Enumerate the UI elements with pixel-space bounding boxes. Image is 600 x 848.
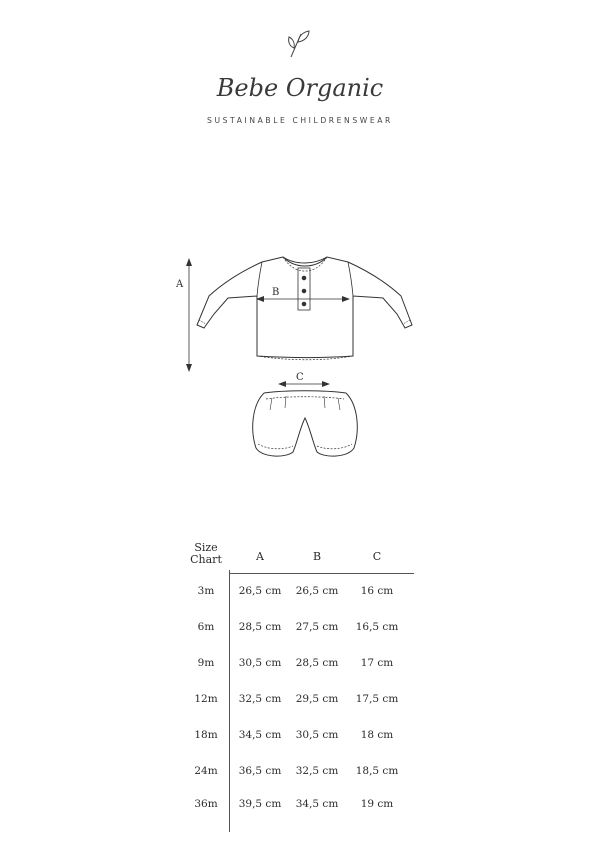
size-cell: 24m	[194, 765, 218, 777]
a-cell: 26,5 cm	[238, 585, 282, 597]
table-row	[186, 693, 416, 709]
c-cell: 16,5 cm	[355, 621, 399, 633]
a-cell: 39,5 cm	[238, 798, 282, 810]
dimension-c-label: C	[296, 372, 304, 383]
size-cell: 6m	[197, 621, 215, 633]
table-row	[186, 585, 416, 601]
dimension-b	[256, 296, 350, 302]
a-cell: 32,5 cm	[238, 693, 282, 705]
dimension-a	[186, 258, 192, 372]
size-cell: 12m	[194, 693, 218, 705]
c-cell: 17,5 cm	[355, 693, 399, 705]
a-cell: 36,5 cm	[238, 765, 282, 777]
table-row	[186, 729, 416, 745]
b-cell: 30,5 cm	[295, 729, 339, 741]
a-cell: 28,5 cm	[238, 621, 282, 633]
c-cell: 18 cm	[360, 729, 394, 741]
b-cell: 32,5 cm	[295, 765, 339, 777]
dimension-c	[278, 381, 330, 387]
size-cell: 3m	[197, 585, 215, 597]
b-cell: 26,5 cm	[295, 585, 339, 597]
c-cell: 17 cm	[360, 657, 394, 669]
size-cell: 36m	[194, 798, 218, 810]
table-row	[186, 657, 416, 673]
dimension-a-label: A	[176, 279, 184, 290]
table-row	[186, 765, 416, 781]
size-chart-table	[186, 540, 416, 840]
column-header-b: B	[312, 550, 322, 563]
shirt-drawing	[197, 257, 412, 360]
c-cell: 16 cm	[360, 585, 394, 597]
bloomers-drawing	[253, 391, 358, 456]
dimension-b-label: B	[272, 287, 280, 298]
table-row	[186, 621, 416, 637]
column-header-a: A	[256, 550, 264, 563]
b-cell: 34,5 cm	[295, 798, 339, 810]
b-cell: 28,5 cm	[295, 657, 339, 669]
column-header-c: C	[372, 550, 382, 563]
brand-name: Bebe Organic	[216, 74, 384, 102]
b-cell: 29,5 cm	[295, 693, 339, 705]
c-cell: 19 cm	[360, 798, 394, 810]
a-cell: 30,5 cm	[238, 657, 282, 669]
brand-tagline: SUSTAINABLE CHILDRENSWEAR	[207, 116, 393, 125]
size-cell: 9m	[197, 657, 215, 669]
c-cell: 18,5 cm	[355, 765, 399, 777]
a-cell: 34,5 cm	[238, 729, 282, 741]
table-horizontal-divider	[229, 573, 414, 574]
b-cell: 27,5 cm	[295, 621, 339, 633]
size-chart-heading: Size Chart	[190, 541, 222, 566]
table-row	[186, 798, 416, 814]
size-cell: 18m	[194, 729, 218, 741]
